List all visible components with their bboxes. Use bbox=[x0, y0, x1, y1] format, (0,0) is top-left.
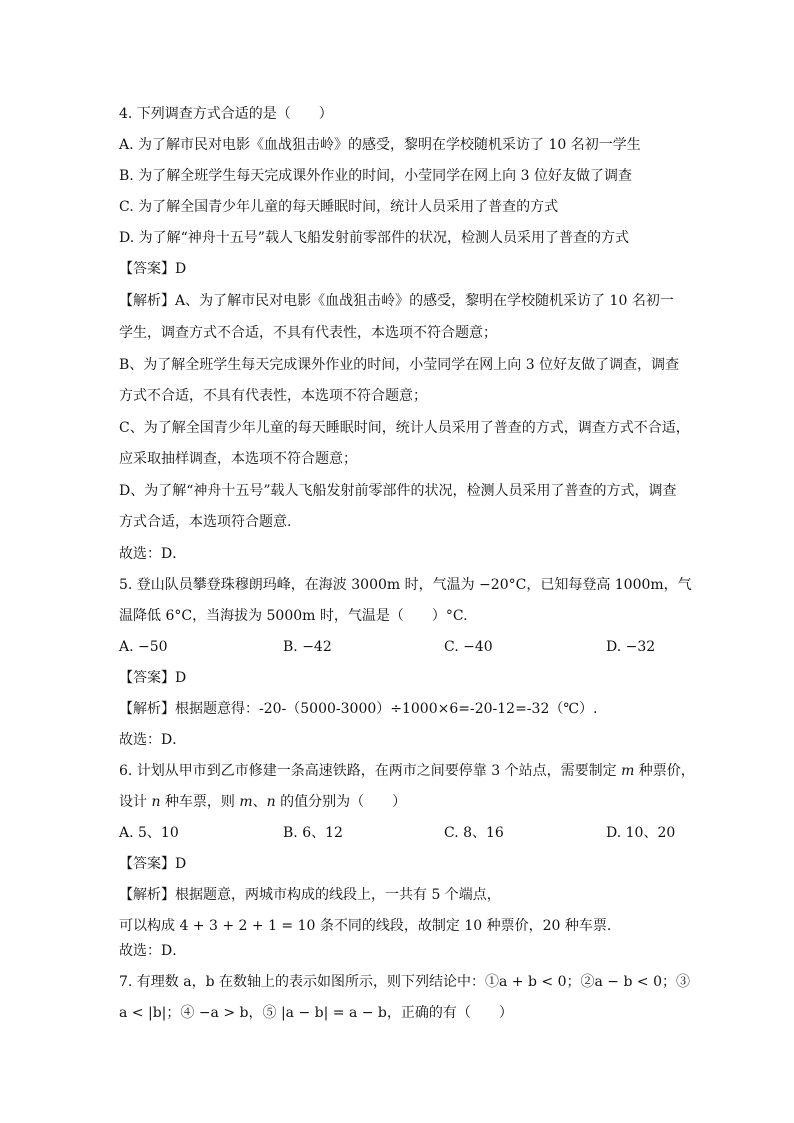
q4-analysis-line: 学生，调查方式不合适，不具有代表性，本选项不符合题意； bbox=[119, 325, 497, 341]
q6-option-c: C. 8、16 bbox=[444, 825, 504, 841]
q6-stem-text: 的值分别为（ ） bbox=[275, 794, 407, 810]
q6-analysis-line2: 可以构成 4 + 3 + 2 + 1 = 10 条不同的线段，故制定 10 种票价，20 种车票. bbox=[119, 918, 612, 934]
q6-analysis-line1: 【解析】根据题意，两城市构成的线段上，一共有 5 个端点， bbox=[119, 887, 501, 903]
q6-stem-text: 种车票，则 bbox=[160, 794, 240, 810]
q4-analysis-line: D、为了解“神舟十五号”载人飞船发射前零部件的状况，检测人员采用了普查的方式，调查 bbox=[119, 483, 677, 499]
q5-conclusion: 故选：D． bbox=[119, 732, 187, 748]
q4-conclusion: 故选：D． bbox=[119, 546, 187, 562]
q4-stem: 4. 下列调查方式合适的是（ ） bbox=[119, 106, 333, 122]
q6-var-m: m bbox=[239, 794, 253, 810]
q6-option-d: D. 10、20 bbox=[606, 825, 676, 841]
q4-answer: 【答案】D bbox=[119, 261, 187, 277]
q5-option-b: B. −42 bbox=[283, 639, 332, 655]
q4-analysis-line: 【解析】A、为了解市民对电影《血战狙击岭》的感受，黎明在学校随机采访了 10 名初一 bbox=[119, 293, 674, 309]
q5-option-d: D. −32 bbox=[606, 639, 656, 655]
q6-stem-text: 、 bbox=[252, 794, 267, 810]
q6-option-b: B. 6、12 bbox=[283, 825, 343, 841]
q6-stem-text: 种票价， bbox=[634, 763, 695, 779]
q6-stem-text: 6. 计划从甲市到乙市修建一条高速铁路，在两市之间要停靠 3 个站点，需要制定 bbox=[119, 763, 622, 779]
q6-option-a: A. 5、10 bbox=[119, 825, 179, 841]
q4-option-c: C. 为了解全国青少年儿童的每天睡眠时间，统计人员采用了普查的方式 bbox=[119, 199, 559, 215]
q6-var-n: n bbox=[151, 794, 161, 810]
q5-stem-line2: 温降低 6°C，当海拔为 5000m 时，气温是（ ）°C. bbox=[119, 608, 468, 624]
q4-analysis-line: B、为了解全班学生每天完成课外作业的时间，小莹同学在网上向 3 位好友做了调查，调查 bbox=[119, 357, 680, 373]
q6-conclusion: 故选：D． bbox=[119, 943, 187, 959]
q6-stem-text: 设计 bbox=[119, 794, 152, 810]
q4-analysis-line: 方式合适，本选项符合题意. bbox=[119, 514, 292, 530]
q6-stem-line2 bbox=[119, 793, 406, 811]
q6-answer: 【答案】D bbox=[119, 856, 187, 872]
q5-answer: 【答案】D bbox=[119, 670, 187, 686]
q7-stem-line1: 7. 有理数 a，b 在数轴上的表示如图所示，则下列结论中：①a + b < 0；②a − b < 0；③ bbox=[119, 974, 690, 990]
q4-analysis-line: 方式不合适，不具有代表性，本选项不符合题意； bbox=[119, 388, 427, 404]
q4-option-b: B. 为了解全班学生每天完成课外作业的时间，小莹同学在网上向 3 位好友做了调查 bbox=[119, 168, 632, 184]
q5-option-a: A. −50 bbox=[119, 639, 168, 655]
q5-stem-line1: 5. 登山队员攀登珠穆朗玛峰，在海波 3000m 时，气温为 −20°C，已知每登高 1000m，气 bbox=[119, 577, 692, 593]
q4-analysis-line: C、为了解全国青少年儿童的每天睡眠时间，统计人员采用了普查的方式，调查方式不合适， bbox=[119, 420, 690, 436]
q6-stem-line1 bbox=[119, 762, 695, 780]
q4-option-d: D. 为了解“神舟十五号”载人飞船发射前零部件的状况，检测人员采用了普查的方式 bbox=[119, 230, 629, 246]
q6-var-m: m bbox=[621, 763, 635, 779]
q6-var-n: n bbox=[266, 794, 276, 810]
q4-option-a: A. 为了解市民对电影《血战狙击岭》的感受，黎明在学校随机采访了 10 名初一学生 bbox=[119, 137, 641, 153]
q5-analysis: 【解析】根据题意得：-20-（5000-3000）÷1000×6=-20-12=-32（℃）. bbox=[119, 701, 598, 717]
q5-option-c: C. −40 bbox=[444, 639, 493, 655]
q7-stem-line2: a < |b|；④ −a > b，⑤ |a − b| = a − b，正确的有（ ） bbox=[119, 1005, 513, 1021]
q4-analysis-line: 应采取抽样调查，本选项不符合题意； bbox=[119, 451, 357, 467]
